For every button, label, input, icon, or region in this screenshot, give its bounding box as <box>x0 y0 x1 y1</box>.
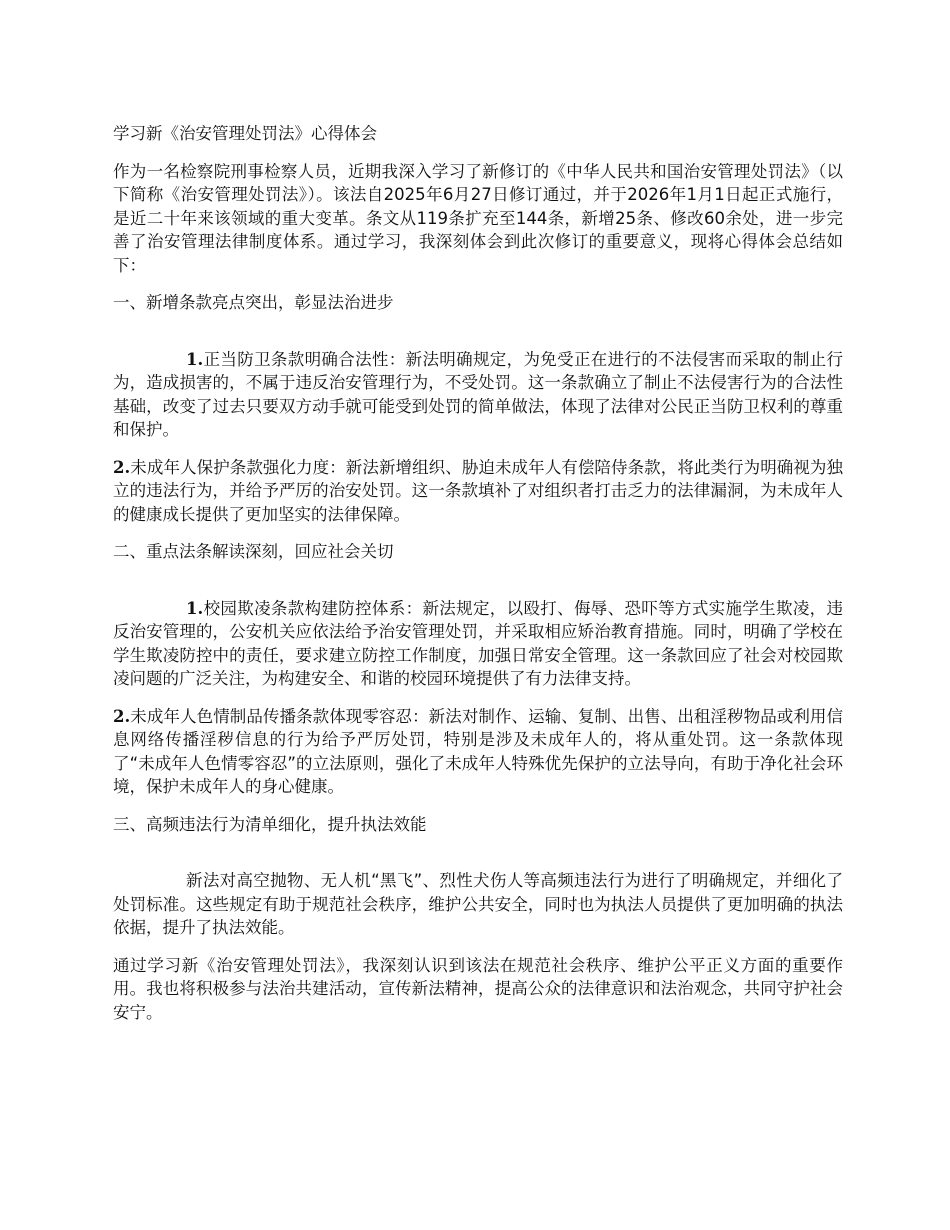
section-2-item-2 <box>113 705 843 799</box>
conclusion-paragraph: 通过学习新《治安管理处罚法》，我深刻认识到该法在规范社会秩序、维护公平正义方面的重要作用。我也将积极参与法治共建活动，宣传新法精神，提高公众的法律意识和法治观念，共同守护社会安宁。 <box>113 955 843 1022</box>
item-number: 1. <box>186 349 204 369</box>
item-number: 1. <box>186 598 204 618</box>
section-2-heading: 二、重点法条解读深刻，回应社会关切 <box>113 542 394 561</box>
section-2-item-1 <box>113 597 843 691</box>
section-3-paragraph: 新法对高空抛物、无人机“黑飞”、烈性犬伤人等高频违法行为进行了明确规定，并细化了处罚标准。这些规定有助于规范社会秩序，维护公共安全，同时也为执法人员提供了更加明确的执法依据，提升了执法效能。 <box>113 871 843 937</box>
section-1-heading: 一、新增条款亮点突出，彰显法治进步 <box>113 293 394 312</box>
intro-paragraph: 作为一名检察院刑事检察人员，近期我深入学习了新修订的《中华人民共和国治安管理处罚法》（以下简称《治安管理处罚法》）。该法自2025年6月27日修订通过，并于2026年1月1日起正式施行，是近二十年来该领域的重大变革。条文从119条扩充至144条，新增25条、修改60余处，进一步完善了治安管理法律制度体系。通过学习，我深刻体会到此次修订的重要意义，现将心得体会总结如下： <box>113 161 843 275</box>
document-page <box>113 122 843 1038</box>
section-1-item-2 <box>113 456 843 527</box>
document-title: 学习新《治安管理处罚法》心得体会 <box>113 124 377 143</box>
item-text: 未成年人保护条款强化力度：新法新增组织、胁迫未成年人有偿陪侍条款，将此类行为明确视为独立的违法行为，并给予严厉的治安处罚。这一条款填补了对组织者打击乏力的法律漏洞，为未成年人的健康成长提供了更加坚实的法律保障。 <box>113 457 843 524</box>
item-text: 未成年人色情制品传播条款体现零容忍：新法对制作、运输、复制、出售、出租淫秽物品或利用信息网络传播淫秽信息的行为给予严厉处罚，特别是涉及未成年人的，将从重处罚。这一条款体现了“未成年人色情零容忍”的立法原则，强化了未成年人特殊优先保护的立法导向，有助于净化社会环境，保护未成年人的身心健康。 <box>113 706 843 796</box>
section-1-item-1 <box>113 348 843 442</box>
item-text: 正当防卫条款明确合法性：新法明确规定，为免受正在进行的不法侵害而采取的制止行为，造成损害的，不属于违反治安管理行为，不受处罚。这一条款确立了制止不法侵害行为的合法性基础，改变了过去只要双方动手就可能受到处罚的简单做法，体现了法律对公民正当防卫权利的尊重和保护。 <box>113 349 843 439</box>
item-number: 2. <box>113 706 131 726</box>
section-3-heading: 三、高频违法行为清单细化，提升执法效能 <box>113 814 427 834</box>
item-number: 2. <box>113 457 131 477</box>
item-text: 校园欺凌条款构建防控体系：新法规定，以殴打、侮辱、恐吓等方式实施学生欺凌，违反治安管理的，公安机关应依法给予治安管理处罚，并采取相应矫治教育措施。同时，明确了学校在学生欺凌防控中的责任，要求建立防控工作制度，加强日常安全管理。这一条款回应了社会对校园欺凌问题的广泛关注，为构建安全、和谐的校园环境提供了有力法律支持。 <box>113 598 843 688</box>
